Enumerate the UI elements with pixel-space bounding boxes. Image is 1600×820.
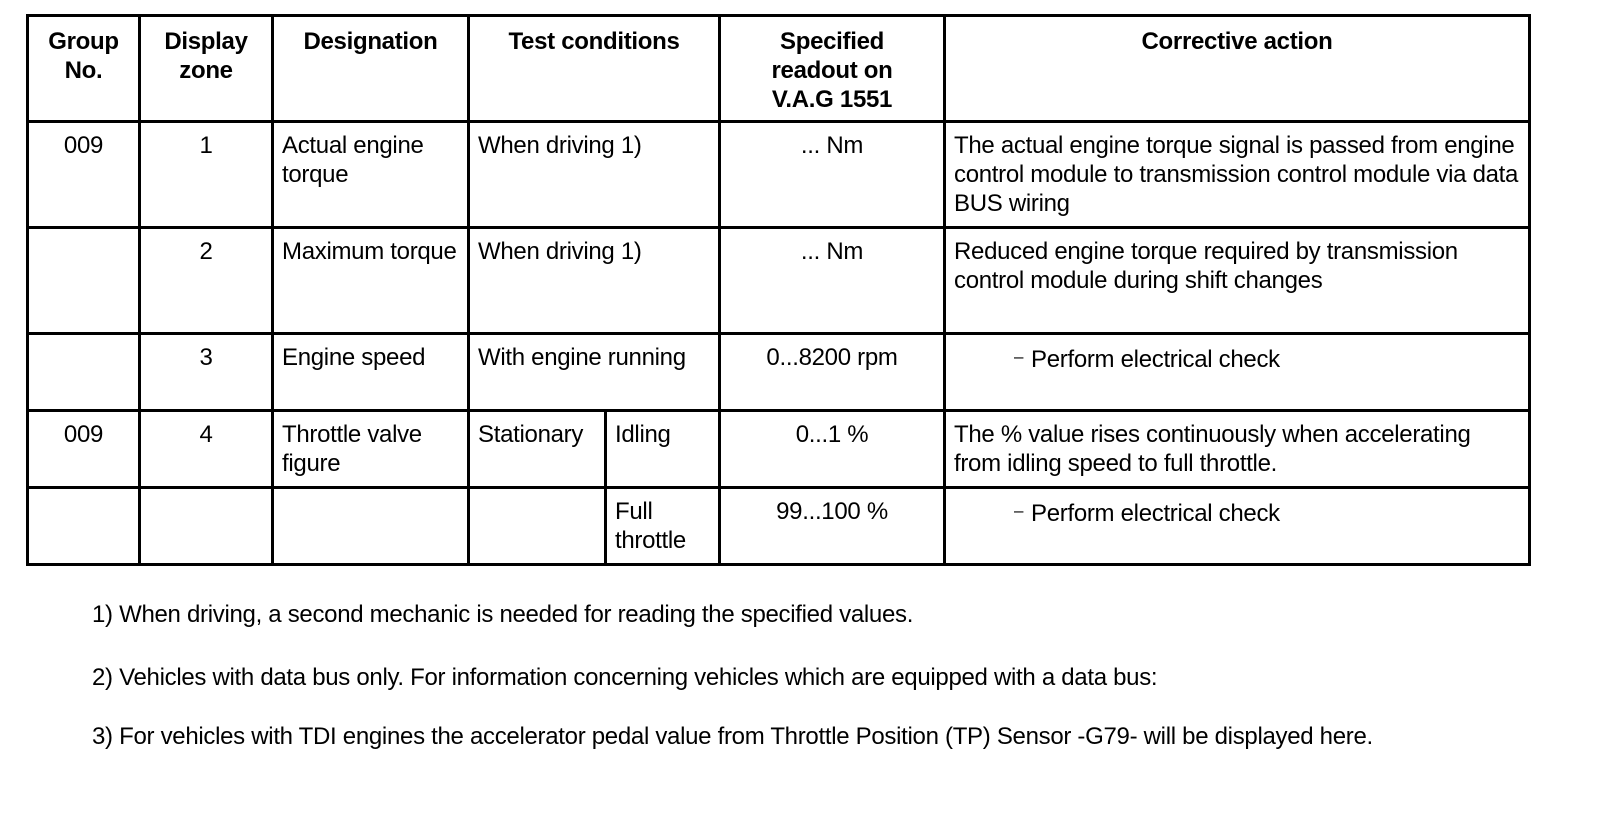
cell-designation: Engine speed [273,334,469,411]
cell-corrective-action: The % value rises continuously when accelerating from idling speed to full throttle. [945,411,1530,488]
cell-group [28,488,140,565]
header-designation: Designation [273,16,469,122]
cell-designation: Maximum torque [273,228,469,334]
cell-designation: Actual engine torque [273,122,469,228]
table-row [28,122,1530,228]
cell-designation: Throttle valve figure [273,411,469,488]
header-group-no: Group No. [28,16,140,122]
cell-group [28,228,140,334]
cell-designation [273,488,469,565]
cell-corrective-action [945,334,1530,411]
cell-zone: 1 [140,122,273,228]
footnote-2: 2) Vehicles with data bus only. For information concerning vehicles which are equipped with a data bus: [92,664,1158,691]
cell-group: 009 [28,122,140,228]
diagnostic-table [26,14,1531,566]
cell-test-conditions: With engine running [469,334,720,411]
cell-corrective-action [945,488,1530,565]
dash-bullet-icon: – [1014,347,1024,366]
cell-test-mode: Full throttle [606,488,720,565]
header-specified-readout: Specified readout on V.A.G 1551 [720,16,945,122]
cell-test-state: Stationary [469,411,606,488]
footnote-3: 3) For vehicles with TDI engines the accelerator pedal value from Throttle Position (TP) Sensor -G79- will be displayed here. [92,723,1373,750]
table-row [28,411,1530,488]
cell-zone: 3 [140,334,273,411]
header-test-conditions: Test conditions [469,16,720,122]
cell-test-conditions: When driving 1) [469,228,720,334]
bullet-text: Perform electrical check [1031,346,1280,373]
table-row [28,228,1530,334]
bullet-text: Perform electrical check [1031,500,1280,527]
cell-zone: 4 [140,411,273,488]
dash-bullet-icon: – [1014,501,1024,520]
table-row [28,488,1530,565]
cell-readout: 0...1 % [720,411,945,488]
cell-readout: ... Nm [720,228,945,334]
cell-group [28,334,140,411]
cell-corrective-action: Reduced engine torque required by transmission control module during shift changes [945,228,1530,334]
cell-readout: ... Nm [720,122,945,228]
header-corrective-action: Corrective action [945,16,1530,122]
header-display-zone: Display zone [140,16,273,122]
cell-group: 009 [28,411,140,488]
cell-test-mode: Idling [606,411,720,488]
header-row [28,16,1530,122]
cell-corrective-action: The actual engine torque signal is passed from engine control module to transmission control module via data BUS wiring [945,122,1530,228]
cell-readout: 99...100 % [720,488,945,565]
cell-zone [140,488,273,565]
footnote-1: 1) When driving, a second mechanic is needed for reading the specified values. [92,601,914,628]
cell-test-state [469,488,606,565]
cell-readout: 0...8200 rpm [720,334,945,411]
cell-test-conditions: When driving 1) [469,122,720,228]
cell-zone: 2 [140,228,273,334]
table-row [28,334,1530,411]
